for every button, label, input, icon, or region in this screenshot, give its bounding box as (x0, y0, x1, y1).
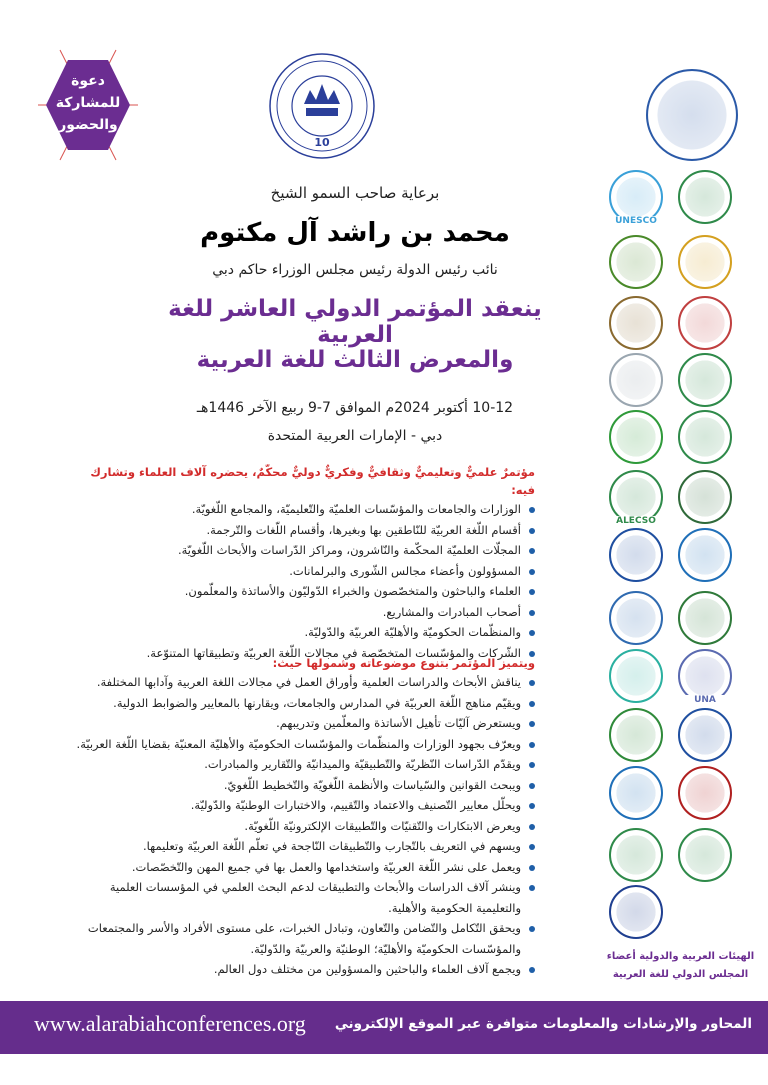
list-item-text: المجلّات العلميّة المحكّمة والنّاشرون، ومراكز الدّراسات والأبحاث اللّغويّة. (177, 543, 521, 557)
list-item (70, 520, 535, 541)
bullet-icon (529, 528, 535, 534)
list-item (70, 816, 535, 837)
member-organization-logo (678, 470, 732, 524)
logo-label: UNESCO (605, 216, 667, 226)
member-organization-logo (609, 591, 663, 645)
list-item-text: المسؤولون وأعضاء مجالس الشّورى والبرلمانات. (289, 563, 521, 578)
member-organization-logo (609, 528, 663, 582)
member-organization-logo (678, 353, 732, 407)
list-item (70, 836, 535, 857)
list-item (70, 959, 535, 980)
list-item (70, 734, 535, 755)
conference-title: ينعقد المؤتمر الدولي العاشر للغة العربية (168, 296, 542, 348)
members-caption (598, 948, 763, 984)
bullet-icon (529, 701, 535, 707)
list-item (70, 857, 535, 878)
invitation-badge-text (55, 70, 121, 136)
list-item-text: العلماء والباحثون والمتخصّصون والخبراء الدّوليّون والأساتذة والمعلّمون. (184, 584, 521, 598)
list-item (70, 602, 535, 623)
member-organization-logo (678, 649, 732, 703)
list-item (70, 622, 535, 643)
bullet-icon (529, 742, 535, 748)
conference-date: 10-12 أكتوبر 2024م الموافق 7-9 ربيع الآخر 1446هـ (196, 400, 514, 416)
list-item-text: ويجمع آلاف العلماء والباحثين والمسؤولين من مختلف دول العالم. (213, 962, 521, 976)
member-organization-logo (678, 591, 732, 645)
list-item-text: والمنظّمات الحكوميّة والأهليّة العربيّة والدّوليّة. (304, 625, 521, 639)
member-organization-logo (609, 235, 663, 289)
exhibition-title: والمعرض الثالث للغة العربية (196, 347, 514, 373)
bullet-icon (529, 680, 535, 686)
member-organization-logo (646, 69, 738, 161)
member-organization-logo (609, 828, 663, 882)
member-organization-logo (678, 766, 732, 820)
member-organization-logo (609, 170, 663, 224)
member-organization-logo (609, 296, 663, 350)
member-organization-logo (678, 828, 732, 882)
bullet-icon (529, 548, 535, 554)
bullet-icon (529, 844, 535, 850)
badge-line: والحضور (58, 117, 118, 133)
list-item-text: ويقدّم الدّراسات النّظريّة والتّطبيقيّة والميدانيّة والتّقارير والمبادرات. (204, 757, 521, 771)
member-organization-logo (609, 708, 663, 762)
list-item-text: أصحاب المبادرات والمشاريع. (382, 604, 521, 619)
bullet-icon (529, 507, 535, 513)
member-organization-logo (678, 235, 732, 289)
list-item (70, 775, 535, 796)
bullet-icon (529, 762, 535, 768)
members-caption-line: الهيئات العربية والدولية أعضاء (606, 951, 755, 962)
list-item-text: الشّركات والمؤسّسات المتخصّصة في مجالات اللّغة العربيّة وتطبيقاتها المتنوّعة. (146, 645, 521, 660)
bullet-icon (529, 885, 535, 891)
member-organization-logo (678, 410, 732, 464)
list-item (70, 795, 535, 816)
participants-section (70, 463, 535, 663)
list-item-text: ويعرّف بجهود الوزارات والمنظّمات والمؤسّسات الحكوميّة والأهليّة المعنيّة بقضايا اللّغة العربيّة. (76, 736, 521, 751)
bullet-icon (529, 589, 535, 595)
list-item (70, 561, 535, 582)
list-item (70, 754, 535, 775)
member-organization-logo (609, 470, 663, 524)
member-organization-logo (609, 885, 663, 939)
list-item-text: ويحقق التّكامل والتّضامن والتّعاون، وتبادل الخبرات، على مستوى الأفراد والأسر والمجتمعات والمؤسّسات الحكوميّة والأهليّة؛ الوطنيّة والعربيّة والدّوليّة. (87, 921, 521, 956)
participants-heading: مؤتمرٌ علميٌّ وتعليميٌّ وثقافيٌّ وفكريٌّ دوليٌّ محكّمٌ، يحضره آلاف العلماء وتشارك فيه: (90, 465, 535, 497)
member-organization-logo (678, 528, 732, 582)
bullet-icon (529, 865, 535, 871)
bullet-icon (529, 721, 535, 727)
list-item (70, 877, 535, 918)
list-item-text: وينشر آلاف الدراسات والأبحاث والتطبيقات لدعم البحث العلمي في المؤسسات العلمية والتعليمية الحكومية والأهلية. (109, 880, 521, 915)
list-item-text: ويسهم في التعريف بالتّجارب والتّطبيقات النّاجحة في تعلّم اللّغة العربيّة وتعليمها. (142, 839, 521, 853)
bullet-icon (529, 926, 535, 932)
member-organization-logo (678, 170, 732, 224)
list-item (70, 540, 535, 561)
conference-seal-logo (268, 52, 376, 160)
list-item-text: ويقيّم مناهج اللّغة العربيّة في المدارس والجامعات، ويقارنها بالمعايير والضوابط الدولية. (113, 695, 521, 710)
features-list (70, 672, 535, 980)
bullet-icon (529, 630, 535, 636)
member-organization-logo (609, 410, 663, 464)
bullet-icon (529, 824, 535, 830)
member-organization-logo (678, 296, 732, 350)
member-organization-logo (609, 766, 663, 820)
features-section (70, 654, 535, 980)
list-item-text: الوزارات والجامعات والمؤسّسات العلميّة والتّعليميّة، والمجامع اللّغويّة. (191, 502, 521, 516)
list-item-text: ويبحث القوانين والسّياسات والأنظمة اللّغويّة والتّخطيط اللّغويّ. (223, 777, 521, 792)
list-item-text: ويعرض الابتكارات والتّقنيّات والتّطبيقات الإلكترونيّة اللّغويّة. (244, 818, 521, 833)
patron-name: محمد بن راشد آل مكتوم (200, 218, 510, 248)
list-item-text: ويحلّل معايير التّصنيف والاعتماد والتّقييم، والاختبارات الوطنيّة والدّوليّة. (190, 798, 521, 812)
member-organization-logo (609, 353, 663, 407)
bullet-icon (529, 569, 535, 575)
patron-role: نائب رئيس الدولة رئيس مجلس الوزراء حاكم دبي (212, 262, 498, 278)
conference-location: دبي - الإمارات العربية المتحدة (267, 428, 443, 444)
badge-line: للمشاركة (55, 95, 121, 111)
bullet-icon (529, 967, 535, 973)
seal-number: 10 (314, 136, 330, 149)
bullet-icon (529, 783, 535, 789)
members-caption-line: المجلس الدولي للغة العربية (612, 969, 749, 980)
list-item (70, 713, 535, 734)
list-item (70, 499, 535, 520)
list-item-text: ويستعرض آليّات تأهيل الأساتذة والمعلّمين وتدريبهم. (276, 716, 521, 730)
features-heading: ويتميز المؤتمر بتنوع موضوعاته وشمولها حيث: (272, 656, 535, 670)
list-item (70, 693, 535, 714)
website-link[interactable]: www.alarabiahconferences.org (34, 1011, 306, 1036)
footer-text: المحاور والإرشادات والمعلومات متوافرة عبر الموقع الإلكتروني (334, 1016, 752, 1032)
list-item (70, 581, 535, 602)
list-item-text: ويعمل على نشر اللّغة العربيّة واستخدامها والعمل بها في جميع المهن والتّخصّصات. (131, 859, 521, 874)
bullet-icon (529, 610, 535, 616)
list-item-text: أقسام اللّغة العربيّة للنّاطقين بها وبغيرها، وأقسام اللّغات والتّرجمة. (206, 522, 521, 537)
logo-label: UNA (674, 695, 736, 705)
member-organization-logo (678, 708, 732, 762)
logo-label: ALECSO (605, 516, 667, 526)
patronage-text: برعاية صاحب السمو الشيخ (270, 184, 440, 202)
badge-line: دعوة (71, 73, 105, 89)
list-item (70, 918, 535, 959)
member-organization-logo (609, 649, 663, 703)
list-item (70, 672, 535, 693)
list-item-text: يناقش الأبحاث والدراسات العلمية وأوراق العمل في مجالات اللغة العربية وآدابها المختلفة. (96, 675, 521, 689)
bullet-icon (529, 803, 535, 809)
participants-list (70, 499, 535, 663)
